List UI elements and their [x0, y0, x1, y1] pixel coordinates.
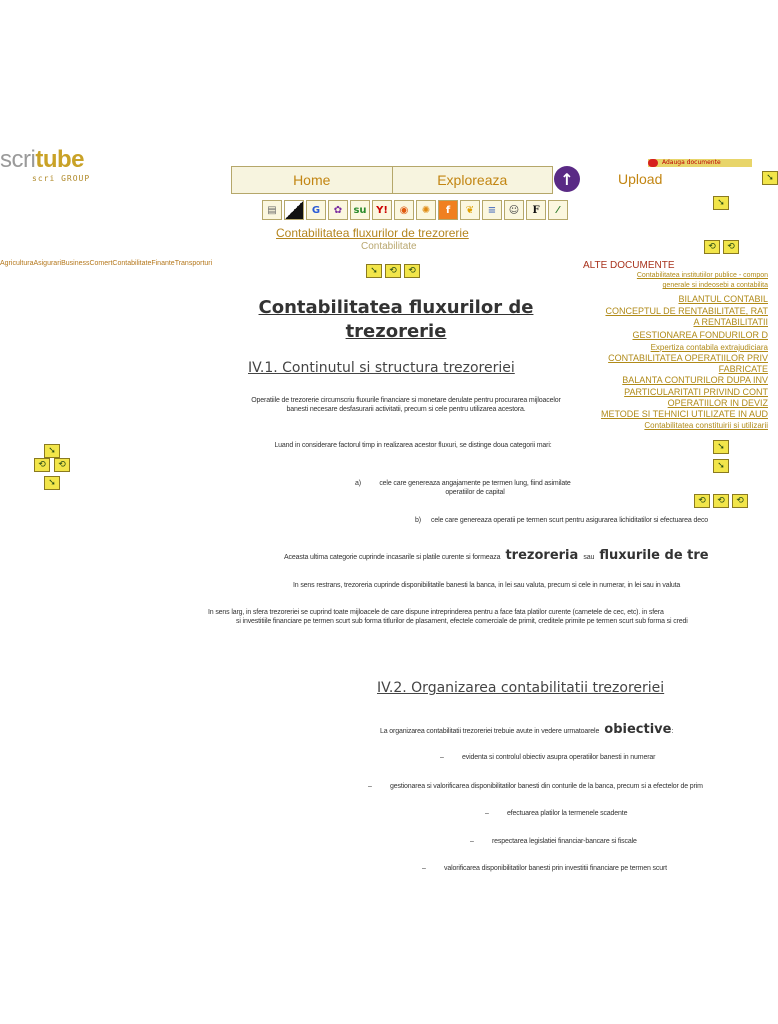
tool-icon[interactable]: ⟲ — [713, 494, 729, 508]
alert-icon — [648, 159, 658, 167]
article-title: Contabilitatea fluxurilor de trezorerie — [258, 297, 534, 342]
bullet-item: valorificarea disponibilitatilor banesti prin investitii financiare pe termen scurt — [444, 865, 667, 872]
other-documents-list — [590, 272, 768, 436]
paragraph: si investitiile financiare pe termen scurt sub forma titlurilor de plasament, efectele comerciale de primit, creditele primite pe termen scurt sub forma si credi — [236, 618, 688, 625]
doc-link[interactable]: A RENTABILITATII — [693, 317, 768, 327]
doc-link[interactable]: OPERATIILOR IN DEVIZ — [667, 398, 768, 408]
tool-icon[interactable]: ⟲ — [723, 240, 739, 254]
doc-link[interactable]: METODE SI TEHNICI UTILIZATE IN AUD — [600, 409, 768, 419]
bullet-dash: – — [440, 754, 444, 761]
mixx-icon[interactable]: ◉ — [394, 200, 414, 220]
google-icon[interactable]: G — [306, 200, 326, 220]
list-marker: b) — [415, 517, 421, 524]
bullet-item: respectarea legislatiei financiar-bancare si fiscale — [492, 838, 637, 845]
share-toolbar — [262, 200, 568, 220]
delicious-icon[interactable] — [284, 200, 304, 220]
other-documents-heading: ALTE DOCUMENTE — [583, 260, 675, 271]
tool-icon[interactable]: ➘ — [44, 476, 60, 490]
colon: : — [671, 728, 674, 735]
bullet-dash: – — [422, 865, 426, 872]
paragraph-text: sau — [583, 554, 595, 561]
tool-icon[interactable]: ⟲ — [404, 264, 420, 278]
doc-link[interactable]: generale si indeosebi a contabilita — [662, 282, 768, 289]
bullet-dash: – — [485, 810, 489, 817]
tool-icon[interactable]: ⟲ — [732, 494, 748, 508]
doc-link[interactable]: CONTABILITATEA OPERATIILOR PRIV — [608, 353, 768, 363]
category-links[interactable]: AgriculturaAsigurariBusinessComertContabilitateFinanteTransporturi — [0, 260, 213, 267]
y-icon[interactable]: Y! — [372, 200, 392, 220]
tool-icon[interactable]: ⟲ — [385, 264, 401, 278]
tool-icon[interactable]: ⟲ — [694, 494, 710, 508]
tool-icon[interactable]: ➘ — [713, 196, 729, 210]
term-trezoreria: trezoreria — [505, 548, 579, 563]
main-nav — [231, 166, 553, 194]
doc-link[interactable]: BALANTA CONTURILOR DUPA INV — [622, 375, 768, 385]
term-fluxurile: fluxurile de tre — [599, 548, 709, 563]
paragraph: In sens larg, in sfera trezoreriei se cuprind toate mijloacele de care dispune intreprinderea pentru a face fata platilor curente (carnetele de cec, etc). in sfera — [208, 609, 664, 616]
breadcrumb-category[interactable]: Contabilitate — [361, 241, 417, 252]
tool-icon[interactable]: ➘ — [713, 459, 729, 473]
stumbleupon-icon[interactable]: su — [350, 200, 370, 220]
nav-home[interactable]: Home — [293, 172, 331, 188]
doc-link[interactable]: FABRICATE — [718, 364, 768, 374]
list-item: cele care genereaza angajamente pe termen lung, fiind asimilate operatiilor de capital — [379, 480, 571, 496]
paragraph — [284, 544, 709, 563]
bullet-item: gestionarea si valorificarea disponibilitatilor banesti din conturile de la banca, precum si a efectelor de prim — [390, 783, 703, 790]
section-heading: IV.2. Organizarea contabilitatii trezoreriei — [377, 680, 665, 696]
magnolia-icon[interactable]: ⁄ — [548, 200, 568, 220]
doc-link[interactable]: Contabilitatea constituirii si utilizarii — [644, 421, 768, 430]
logo-text: scri — [0, 146, 36, 173]
list-marker: a) — [355, 480, 361, 487]
doc-link[interactable]: GESTIONAREA FONDURILOR D — [632, 330, 768, 340]
doc-link[interactable]: PARTICULARITATI PRIVIND CONT — [624, 387, 768, 397]
site-logo[interactable] — [0, 146, 84, 174]
furl-icon[interactable]: ✺ — [416, 200, 436, 220]
tool-icon[interactable]: ⟲ — [54, 458, 70, 472]
nav-upload[interactable]: Upload — [618, 171, 663, 187]
add-documents-banner[interactable]: Adauga documente — [648, 159, 752, 167]
paragraph: Luand in considerare factorul timp in realizarea acestor fluxuri, se distinge doua categorii mari: — [274, 442, 552, 449]
nav-explore[interactable]: Exploreaza — [392, 167, 553, 193]
bullet-item: evidenta si controlul obiectiv asupra operatiilor banesti in numerar — [462, 754, 656, 761]
paragraph: In sens restrans, trezoreria cuprinde disponibilitatile banesti la banca, in lei sau valuta, precum si cele in numerar, in lei sau in valuta — [293, 582, 681, 589]
paragraph-text: Aceasta ultima categorie cuprinde incasarile si platile curente si formeaza — [284, 554, 501, 561]
doc-link[interactable]: Contabilitatea institutiilor publice - compon — [636, 272, 768, 279]
paragraph-text: La organizarea contabilitatii trezoreriei trebuie avute in vedere urmatoarele — [380, 728, 600, 735]
logo-brand-text: tube — [35, 146, 84, 173]
paragraph — [380, 718, 673, 737]
f-icon[interactable]: ❦ — [460, 200, 480, 220]
doc-link[interactable]: Expertiza contabila extrajudiciara — [650, 343, 768, 352]
tool-icon[interactable]: ➘ — [762, 171, 778, 185]
technorati-icon[interactable]: ≡ — [482, 200, 502, 220]
breadcrumb-title[interactable]: Contabilitatea fluxurilor de trezorerie — [276, 226, 469, 240]
bullet-dash: – — [368, 783, 372, 790]
shadows-icon[interactable]: f — [438, 200, 458, 220]
yahoo-icon[interactable]: ✿ — [328, 200, 348, 220]
term-obiective: obiective — [604, 722, 672, 737]
doc-link[interactable]: BILANTUL CONTABIL — [678, 294, 768, 304]
bullet-dash: – — [470, 838, 474, 845]
list-item: cele care genereaza operatii pe termen scurt pentru asigurarea lichiditatilor si efectuarea deco — [431, 517, 709, 524]
bullet-item: efectuarea platilor la termenele scadente — [507, 810, 628, 817]
tool-icon[interactable]: ⟲ — [704, 240, 720, 254]
tool-icon[interactable]: ➘ — [366, 264, 382, 278]
tool-icon[interactable]: ➘ — [44, 444, 60, 458]
section-heading: IV.1. Continutul si structura trezoreriei — [248, 360, 515, 376]
tool-icon[interactable]: ⟲ — [34, 458, 50, 472]
upload-icon[interactable]: ↑ — [554, 166, 580, 192]
fark-icon[interactable]: F — [526, 200, 546, 220]
paragraph: Operatiile de trezorerie circumscriu fluxurile financiare si monetare derulate pentru procurarea mijloacelor banesti necesare desfasurarii activitatii, precum si cele pentru utilizarea acestora. — [251, 397, 561, 413]
reddit-icon[interactable]: ☺ — [504, 200, 524, 220]
doc-link[interactable]: CONCEPTUL DE RENTABILITATE, RAT — [605, 306, 768, 316]
tool-icon[interactable]: ➘ — [713, 440, 729, 454]
logo-subtitle: scri GROUP — [32, 174, 91, 183]
bookmark-icon[interactable]: ▤ — [262, 200, 282, 220]
